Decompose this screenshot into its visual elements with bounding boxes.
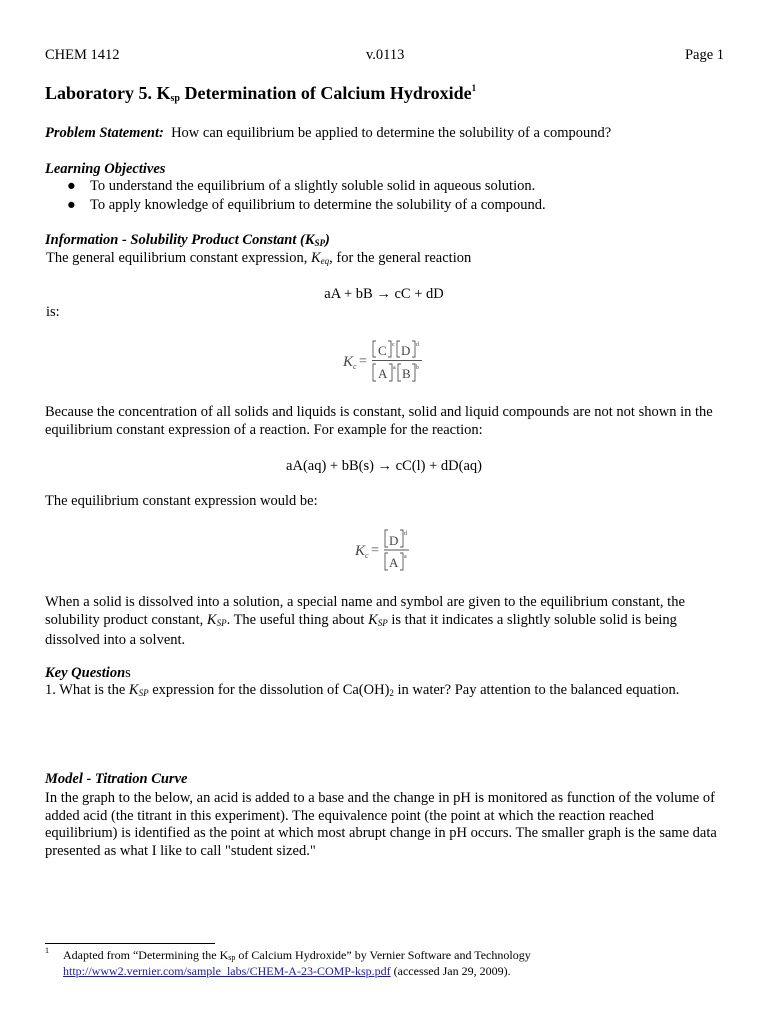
kc2-equals: = [371, 543, 379, 558]
svg-text:a: a [393, 365, 396, 371]
bullet-icon: ● [67, 178, 76, 194]
information-heading: Information - Solubility Product Constant (KSP) [45, 232, 330, 248]
kc-denominator-b: B [402, 366, 411, 381]
kc2-numerator-d: D [389, 533, 399, 548]
svg-text:d: d [404, 531, 407, 537]
bullet-icon: ● [67, 197, 76, 213]
ksp-paragraph: When a solid is dissolved into a solution, a special name and symbol are given to the equilibrium constant, the solubility product constant, KSP. The useful thing about KSP is that it indicates a slightly soluble solid is being dissolved into a solvent. [45, 594, 685, 648]
would-be-text: The equilibrium constant expression would be: [45, 493, 318, 509]
kc-expression-general [338, 336, 428, 386]
kc2-subscript: c [365, 551, 369, 560]
objectives-heading: Learning Objectives [45, 161, 166, 177]
kc-denominator-a: A [378, 366, 388, 381]
objective-item: ● To understand the equilibrium of a slightly soluble solid in aqueous solution. [67, 178, 536, 194]
version-label: v.0113 [366, 47, 405, 63]
general-reaction: aA + bB → cC + dD [324, 286, 444, 302]
page-title [45, 83, 476, 104]
kc-numerator-d: D [401, 343, 411, 358]
problem-text: How can equilibrium be applied to determine the solubility of a compound? [171, 125, 612, 141]
title-rest: Determination of Calcium Hydroxide [179, 83, 472, 103]
model-heading: Model - Titration Curve [45, 771, 188, 787]
title-subscript: sp [170, 93, 180, 104]
kc-k: K [343, 354, 354, 370]
objectives-list [45, 178, 735, 215]
title-prefix: Laboratory 5. K [45, 83, 171, 103]
footnote-mark: 1 [45, 946, 49, 955]
kc2-k: K [355, 543, 366, 559]
svg-text:b: b [416, 365, 419, 371]
objective-item: ● To apply knowledge of equilibrium to determine the solubility of a compound. [67, 197, 546, 213]
model-paragraph: In the graph to the below, an acid is added to a base and the change in pH is monitored as function of the volume of added acid (the titrant in this experiment). The equivalence point (the point at which the reaction reached equilibrium) is identified as the point at which most abrupt change in pH occurs. The smaller graph is the same data presented as what I like to call "student sized." [45, 790, 717, 859]
information-intro: The general equilibrium constant expression, Keq, for the general reaction [46, 250, 472, 266]
title-footnote-mark: 1 [471, 83, 477, 93]
key-question-1: 1. What is the KSP expression for the dissolution of Ca(OH)2 in water? Pay attention to the balanced equation. [45, 682, 680, 698]
key-questions-heading: Key Questions [45, 665, 131, 681]
source-link[interactable]: http://www2.vernier.com/sample_labs/CHEM-A-23-COMP-ksp.pdf [63, 964, 391, 978]
svg-text:d: d [416, 342, 419, 348]
kc-equals: = [359, 354, 367, 369]
kc-numerator-c: C [378, 343, 387, 358]
kc2-denominator-a: A [389, 555, 399, 570]
svg-text:c: c [392, 342, 395, 348]
problem-statement [45, 125, 611, 143]
kc-expression-example [351, 526, 421, 576]
kc-subscript: c [353, 362, 357, 371]
svg-text:a: a [404, 554, 407, 560]
problem-label: Problem Statement: [45, 125, 164, 141]
footnote-divider [45, 943, 215, 944]
footnote-source: http://www2.vernier.com/sample_labs/CHEM-A-23-COMP-ksp.pdf (accessed Jan 29, 2009). [63, 964, 511, 978]
course-code: CHEM 1412 [45, 47, 120, 63]
solids-liquids-paragraph: Because the concentration of all solids and liquids is constant, solid and liquid compounds are not not shown in the equilibrium constant expression of a reaction. For example for the reaction: [45, 404, 713, 438]
page-number: Page 1 [684, 47, 724, 63]
example-reaction: aA(aq) + bB(s) → cC(l) + dD(aq) [286, 458, 482, 474]
footnote-text: Adapted from “Determining the Ksp of Calcium Hydroxide” by Vernier Software and Technology [63, 948, 531, 962]
is-label: is: [46, 304, 60, 320]
